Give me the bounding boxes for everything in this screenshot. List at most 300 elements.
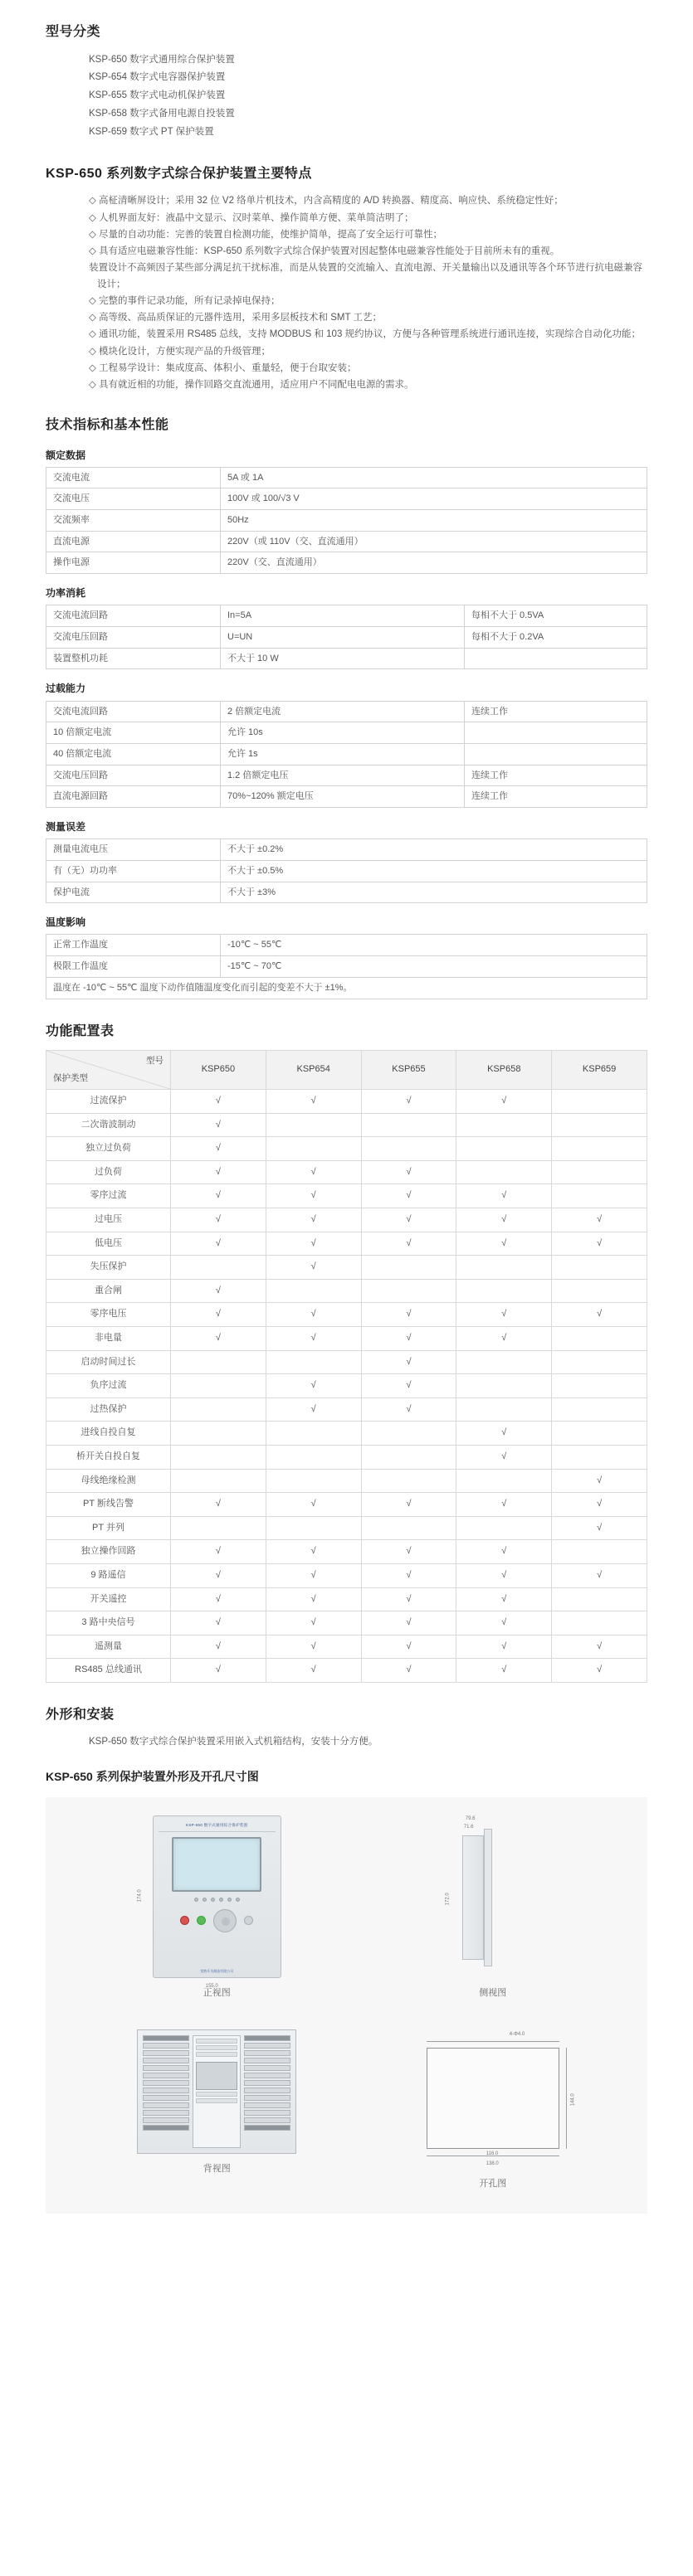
feature-cell [361,1397,456,1422]
feature-cell [361,1137,456,1161]
device-side-view [431,1815,555,1978]
row-label: 独立过负荷 [46,1137,171,1161]
cell-value: 220V（交、直流通用） [221,552,647,574]
back-view-caption: 背视图 [203,2163,231,2174]
module-chip [196,2062,237,2090]
feature-cell [552,1327,647,1351]
check-icon: √ [310,1190,316,1201]
feature-cell [361,1279,456,1303]
feature-cell [361,1160,456,1184]
check-icon: √ [310,1214,316,1225]
spec-head-temperature: 温度影响 [46,916,86,929]
check-icon: √ [597,1640,603,1651]
module-line [196,2092,237,2097]
table-row [46,722,647,744]
front-height-dimension: 174.0 [137,1889,143,1903]
table-row [46,743,647,765]
list-item: ◇ 工程易学设计：集成度高、体积小、重量轻，便于台取安装； [89,362,357,373]
cell-value: 不大于 ±0.2% [221,839,647,861]
feature-cell [552,1160,647,1184]
feature-cell [456,1303,552,1327]
table-row [46,977,647,999]
feature-cell [361,1540,456,1564]
feature-cell [552,1232,647,1256]
table-function-config [46,1050,647,1683]
table-row [46,648,647,669]
check-icon: √ [215,1143,221,1154]
row-label: 桥开关自投自复 [46,1446,171,1470]
cell-value: 1.2 倍额定电压 [221,765,465,786]
feature-cell [552,1469,647,1493]
cell-value: In=5A [221,605,465,627]
led-indicator [194,1898,198,1902]
back-view-cell [92,2029,341,2177]
terminal-block [244,2095,290,2101]
cell-label: 直流电源回路 [46,786,221,808]
feature-cell [552,1540,647,1564]
terminal-block [244,2065,290,2071]
row-label: 零序过流 [46,1184,171,1208]
check-icon: √ [310,1237,316,1248]
feature-cell [456,1256,552,1280]
terminal-block [143,2088,189,2093]
hole-plan-caption: 开孔图 [479,2178,507,2189]
table-row [46,701,647,722]
check-icon: √ [501,1451,507,1461]
section-title-specs: 技术指标和基本性能 [46,417,169,432]
cell-value [465,722,647,744]
check-icon: √ [501,1333,507,1344]
row-label: 过热保护 [46,1397,171,1422]
terminal-block [244,2073,290,2078]
led-indicator [227,1898,232,1902]
feature-cell [552,1374,647,1398]
check-icon: √ [406,1403,412,1414]
feature-cell [266,1374,361,1398]
column-header: KSP650 [171,1051,266,1090]
feature-cell [266,1611,361,1636]
terminal-column-right [244,2035,290,2148]
check-icon: √ [310,1403,316,1414]
reset-button [244,1916,253,1925]
check-icon: √ [501,1096,507,1106]
hole-callout: 4-Φ4.0 [509,2031,525,2037]
cell-value: -10℃ ~ 55℃ [221,935,647,956]
feature-cell [361,1232,456,1256]
feature-cell [171,1611,266,1636]
check-icon: √ [501,1499,507,1509]
check-icon: √ [215,1593,221,1604]
row-label: 进线自投自复 [46,1422,171,1446]
datasheet-page [0,22,693,2247]
feature-cell [456,1422,552,1446]
check-icon: √ [597,1499,603,1509]
check-icon: √ [310,1569,316,1580]
feature-cell [171,1374,266,1398]
table-row [46,1137,647,1161]
check-icon: √ [597,1309,603,1320]
check-icon: √ [501,1237,507,1248]
feature-cell [171,1327,266,1351]
cell-label: 正常工作温度 [46,935,221,956]
check-icon: √ [501,1427,507,1438]
table-row [46,1635,647,1659]
table-row [46,488,647,510]
module-line [196,2052,237,2057]
list-item: KSP-654 数字式电容器保护装置 [89,72,226,83]
feature-cell [456,1184,552,1208]
row-label: RS485 总线通讯 [46,1659,171,1683]
list-item: ◇ 通讯功能，装置采用 RS485 总线，支持 MODBUS 和 103 规约协议，方便与各种管理系统进行通讯连接，实现综合自动化功能； [89,329,642,340]
feature-cell [552,1659,647,1683]
check-icon: √ [501,1214,507,1225]
cell-value: 不大于 ±3% [221,882,647,903]
cell-value: 连续工作 [465,701,647,722]
terminal-block [244,2088,290,2093]
cell-label: 直流电源 [46,531,221,552]
check-icon: √ [406,1166,412,1177]
column-header: KSP658 [456,1051,552,1090]
table-row [46,839,647,861]
feature-cell [266,1635,361,1659]
section-title-install: 外形和安装 [46,1707,115,1722]
check-icon: √ [406,1380,412,1391]
feature-cell [456,1587,552,1611]
feature-cell [456,1327,552,1351]
cell-note: 温度在 -10℃ ~ 55℃ 温度下动作值随温度变化而引起的变差不大于 ±1%。 [46,977,647,999]
check-icon: √ [406,1096,412,1106]
table-row [46,935,647,956]
row-label: 低电压 [46,1232,171,1256]
check-icon: √ [501,1640,507,1651]
feature-cell [266,1160,361,1184]
check-icon: √ [310,1546,316,1557]
feature-cell [456,1232,552,1256]
row-label: 负序过流 [46,1374,171,1398]
check-icon: √ [501,1617,507,1628]
check-icon: √ [501,1546,507,1557]
row-label: 9 路遥信 [46,1563,171,1587]
feature-cell [456,1113,552,1137]
terminal-block [143,2110,189,2116]
check-icon: √ [406,1214,412,1225]
cell-label: 交流电压回路 [46,765,221,786]
table-row [46,1303,647,1327]
subsection-title-drawing: KSP-650 系列保护装置外形及开孔尺寸图 [46,1769,259,1783]
feature-cell [456,1397,552,1422]
feature-cell [266,1279,361,1303]
terminal-block [244,2035,290,2041]
feature-cell [171,1563,266,1587]
feature-cell [171,1137,266,1161]
device-back-view [137,2029,296,2154]
row-label: 独立操作回路 [46,1540,171,1564]
check-icon: √ [406,1237,412,1248]
device-lcd-screen [172,1837,261,1892]
led-indicator [203,1898,207,1902]
row-label: 母线绝缘检测 [46,1469,171,1493]
table-row [46,786,647,808]
check-icon: √ [597,1522,603,1533]
corner-label-type: 保护类型 [53,1073,88,1084]
check-icon: √ [310,1380,316,1391]
side-view-cell [385,1815,601,2001]
list-item: KSP-658 数字式备用电源自投装置 [89,109,235,119]
feature-cell [266,1350,361,1374]
terminal-block [143,2125,189,2131]
feature-cell [266,1256,361,1280]
device-button-area [159,1909,276,1932]
check-icon: √ [406,1190,412,1201]
table-overload [46,701,647,808]
cell-label: 操作电源 [46,552,221,574]
front-view-caption: 正视图 [203,1988,231,1999]
cell-value: 连续工作 [465,786,647,808]
device-front-view [153,1815,281,1978]
cell-label: 40 倍额定电流 [46,743,221,765]
row-label: 开关遥控 [46,1587,171,1611]
table-row [46,956,647,978]
feature-cell [361,1563,456,1587]
feature-cell [266,1469,361,1493]
cell-value: -15℃ ~ 70℃ [221,956,647,978]
feature-cell [171,1184,266,1208]
feature-cell [552,1397,647,1422]
terminal-column-left [143,2035,189,2148]
led-indicator [211,1898,215,1902]
table-row [46,1422,647,1446]
section-title-model-class: 型号分类 [46,25,101,39]
check-icon: √ [501,1593,507,1604]
front-view-cell [92,1815,341,2001]
corner-label-model: 型号 [146,1056,163,1067]
list-item: ◇ 完整的事件记录功能，所有记录掉电保持； [89,296,281,307]
feature-cell [456,1160,552,1184]
feature-cell [361,1350,456,1374]
check-icon: √ [215,1499,221,1509]
terminal-block [244,2043,290,2049]
table-row [46,552,647,574]
table-row [46,627,647,649]
feature-cell [171,1090,266,1114]
table-row [46,1090,647,1114]
spec-head-power: 功率消耗 [46,587,86,600]
feature-cell [456,1208,552,1232]
feature-cell [266,1090,361,1114]
cell-value: 100V 或 100/√3 V [221,488,647,510]
terminal-block [244,2050,290,2056]
terminal-block [143,2080,189,2086]
table-row [46,1184,647,1208]
list-item: ◇ 尽量的自动功能：完善的装置自检测功能，使维护简单，提高了安全运行可靠性； [89,229,443,240]
table-row [46,1397,647,1422]
feature-cell [456,1350,552,1374]
row-label: 遥测量 [46,1635,171,1659]
feature-cell [456,1659,552,1683]
feature-list [46,192,647,393]
feature-cell [456,1469,552,1493]
close-button [197,1916,206,1925]
feature-cell [361,1493,456,1517]
terminal-block [244,2058,290,2063]
table-row [46,531,647,552]
column-header: KSP655 [361,1051,456,1090]
feature-cell [456,1090,552,1114]
list-item: 装置设计不高频因子某些部分满足抗干扰标准，而是从装置的交流输入、直流电源、开关量输出以及通讯等各个环节进行抗电磁兼容设计； [89,262,642,290]
check-icon: √ [215,1333,221,1344]
feature-cell [552,1113,647,1137]
drawing-row-top [71,1815,622,2001]
table-row [46,1327,647,1351]
cell-value: 220V（或 110V（交、直流通用） [221,531,647,552]
cell-value: 5A 或 1A [221,467,647,488]
cell-value: 每相不大于 0.5VA [465,605,647,627]
cell-value: 允许 10s [221,722,465,744]
feature-cell [361,1659,456,1683]
install-note: KSP-650 数字式综合保护装置采用嵌入式机箱结构，安装十分方便。 [89,1736,378,1747]
feature-cell [171,1208,266,1232]
table-row [46,510,647,532]
check-icon: √ [215,1665,221,1675]
terminal-block [244,2102,290,2108]
terminal-block [244,2117,290,2123]
row-label: 过负荷 [46,1160,171,1184]
module-line [196,2039,237,2044]
cell-value [465,648,647,669]
side-inner-dimension: 71.6 [463,1825,474,1830]
row-label: 重合闸 [46,1279,171,1303]
feature-cell [171,1540,266,1564]
feature-cell [171,1422,266,1446]
side-view-caption: 侧视图 [479,1988,507,1999]
feature-cell [361,1327,456,1351]
terminal-block [143,2043,189,2049]
check-icon: √ [310,1096,316,1106]
feature-cell [552,1090,647,1114]
feature-cell [171,1303,266,1327]
check-icon: √ [215,1546,221,1557]
feature-cell [456,1137,552,1161]
cell-value: U=UN [221,627,465,649]
table-row [46,1493,647,1517]
terminal-block [143,2102,189,2108]
check-icon: √ [406,1617,412,1628]
feature-cell [266,1587,361,1611]
check-icon: √ [310,1593,316,1604]
terminal-block [244,2080,290,2086]
table-power [46,605,647,669]
feature-cell [266,1303,361,1327]
table-row [46,1611,647,1636]
table-row [46,605,647,627]
side-body-shape [462,1835,484,1960]
row-label: 过电压 [46,1208,171,1232]
feature-cell [171,1635,266,1659]
check-icon: √ [597,1237,603,1248]
feature-cell [456,1635,552,1659]
hole-plan-drawing [410,2029,576,2169]
check-icon: √ [501,1569,507,1580]
table-accuracy [46,838,647,903]
cell-value: 每相不大于 0.2VA [465,627,647,649]
cell-label: 交流电压回路 [46,627,221,649]
feature-cell [552,1446,647,1470]
check-icon: √ [215,1640,221,1651]
cell-label: 10 倍额定电流 [46,722,221,744]
check-icon: √ [406,1546,412,1557]
cell-label: 测量电流电压 [46,839,221,861]
row-label: 零序电压 [46,1303,171,1327]
check-icon: √ [310,1166,316,1177]
list-item: ◇ 高等级、高品质保证的元器件选用，采用多层板技术和 SMT 工艺； [89,313,382,323]
feature-cell [266,1659,361,1683]
table-temperature [46,934,647,999]
check-icon: √ [597,1665,603,1675]
feature-cell [361,1208,456,1232]
feature-cell [552,1493,647,1517]
terminal-block [143,2095,189,2101]
row-label: 3 路中央信号 [46,1611,171,1636]
side-height-dimension: 172.0 [445,1893,451,1906]
table-row [46,1587,647,1611]
check-icon: √ [406,1309,412,1320]
feature-cell [266,1446,361,1470]
feature-cell [456,1540,552,1564]
feature-cell [171,1516,266,1540]
cell-label: 交流频率 [46,510,221,532]
cell-value [465,743,647,765]
check-icon: √ [597,1569,603,1580]
check-icon: √ [215,1166,221,1177]
side-face-shape [484,1829,492,1966]
feature-cell [552,1635,647,1659]
feature-cell [361,1184,456,1208]
table-row [46,1540,647,1564]
dim-line-top [427,2041,559,2042]
table-row [46,1232,647,1256]
check-icon: √ [597,1475,603,1485]
terminal-block [143,2065,189,2071]
table-row [46,1446,647,1470]
feature-cell [361,1113,456,1137]
terminal-block [143,2073,189,2078]
feature-cell [171,1256,266,1280]
list-item: ◇ 人机界面友好：液晶中文显示、汉时菜单、操作简单方便、菜单简洁明了； [89,212,414,223]
row-label: 失压保护 [46,1256,171,1280]
cell-value: 2 倍额定电流 [221,701,465,722]
column-header: KSP654 [266,1051,361,1090]
feature-cell [171,1446,266,1470]
feature-cell [552,1256,647,1280]
feature-cell [361,1303,456,1327]
check-icon: √ [501,1309,507,1320]
row-label: 过流保护 [46,1090,171,1114]
check-icon: √ [215,1569,221,1580]
check-icon: √ [310,1261,316,1272]
feature-cell [171,1659,266,1683]
table-row [46,1374,647,1398]
module-line [196,2045,237,2050]
feature-cell [456,1446,552,1470]
drawing-row-bottom [71,2029,622,2192]
cell-label: 交流电流回路 [46,701,221,722]
feature-cell [552,1350,647,1374]
feature-cell [456,1493,552,1517]
table-row [46,1659,647,1683]
check-icon: √ [215,1096,221,1106]
navigation-dpad [213,1909,237,1932]
feature-cell [361,1374,456,1398]
